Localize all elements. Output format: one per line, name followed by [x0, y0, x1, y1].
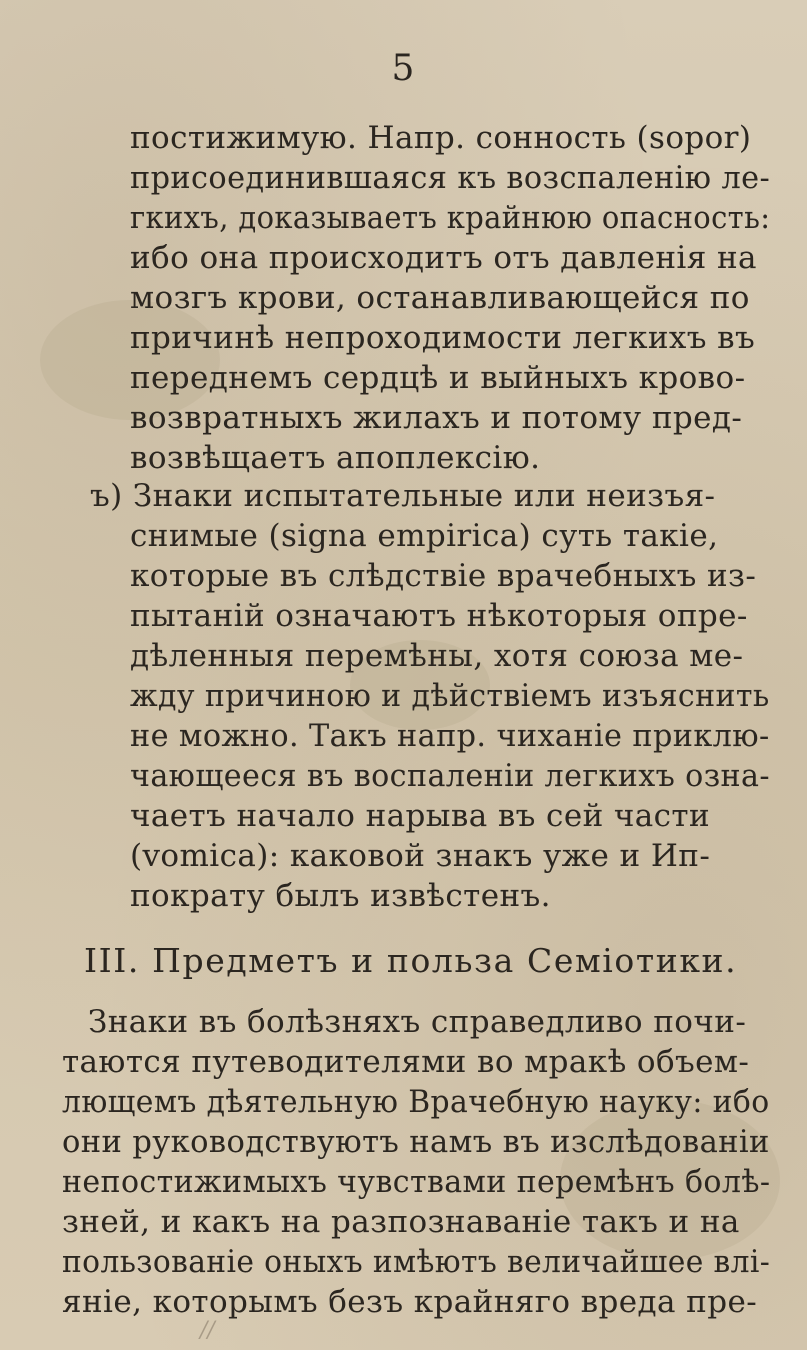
text-line: жду причиною и дѣйствіемъ изъяснить — [130, 678, 770, 714]
text-line: возвратныхъ жилахъ и потому пред- — [130, 400, 743, 436]
text-line: постижимую. Напр. сонность (sopor) — [130, 120, 752, 156]
text-line: причинѣ непроходимости легкихъ въ — [130, 320, 756, 356]
text-line: присоединившаяся къ возспаленію ле- — [130, 160, 771, 196]
text-line: ибо она происходитъ отъ давленія на — [130, 240, 757, 276]
ink-smudge: // — [200, 1318, 215, 1343]
text-line: яніе, которымъ безъ крайняго вреда пре- — [62, 1284, 758, 1320]
text-line: ъ) Знаки испытательные или неизъя- — [90, 478, 716, 514]
text-line: гкихъ, доказываетъ крайнюю опасность: — [130, 200, 771, 236]
text-line: (vomica): каковой знакъ уже и Ип- — [130, 838, 711, 874]
text-line: Знаки въ болѣзняхъ справедливо почи- — [88, 1004, 747, 1040]
text-line: пократу былъ извѣстенъ. — [130, 878, 551, 914]
text-line: зней, и какъ на разпознаваніе такъ и на — [62, 1204, 740, 1240]
text-line: непостижимыхъ чувствами перемѣнъ болѣ- — [62, 1164, 771, 1200]
text-line: пытаній означаютъ нѣкоторыя опре- — [130, 598, 748, 634]
text-line: не можно. Такъ напр. чиханіе приклю- — [130, 718, 770, 754]
text-line: переднемъ сердцѣ и выйныхъ крово- — [130, 360, 746, 396]
text-line: пользованіе оныхъ имѣютъ величайшее влі- — [62, 1244, 771, 1280]
text-line: чающееся въ воспаленіи легкихъ озна- — [130, 758, 770, 794]
text-line: таются путеводителями во мракѣ объем- — [62, 1044, 750, 1080]
text-line: снимые (signa empirica) суть такіе, — [130, 518, 719, 554]
text-line: которые въ слѣдствіе врачебныхъ из- — [130, 558, 757, 594]
text-line: возвѣщаетъ апоплексію. — [130, 440, 541, 476]
text-line: дѣленныя перемѣны, хотя союза ме- — [130, 638, 744, 674]
section-heading: III. Предметъ и польза Семіотики. — [84, 941, 738, 980]
text-line: мозгъ крови, останавливающейся по — [130, 280, 750, 316]
text-line: чаетъ начало нарыва въ сей части — [130, 798, 711, 834]
page-number: 5 — [391, 48, 416, 89]
text-line: лющемъ дѣятельную Врачебную науку: ибо — [62, 1084, 770, 1120]
text-line: они руководствуютъ намъ въ изслѣдованіи — [62, 1124, 770, 1160]
